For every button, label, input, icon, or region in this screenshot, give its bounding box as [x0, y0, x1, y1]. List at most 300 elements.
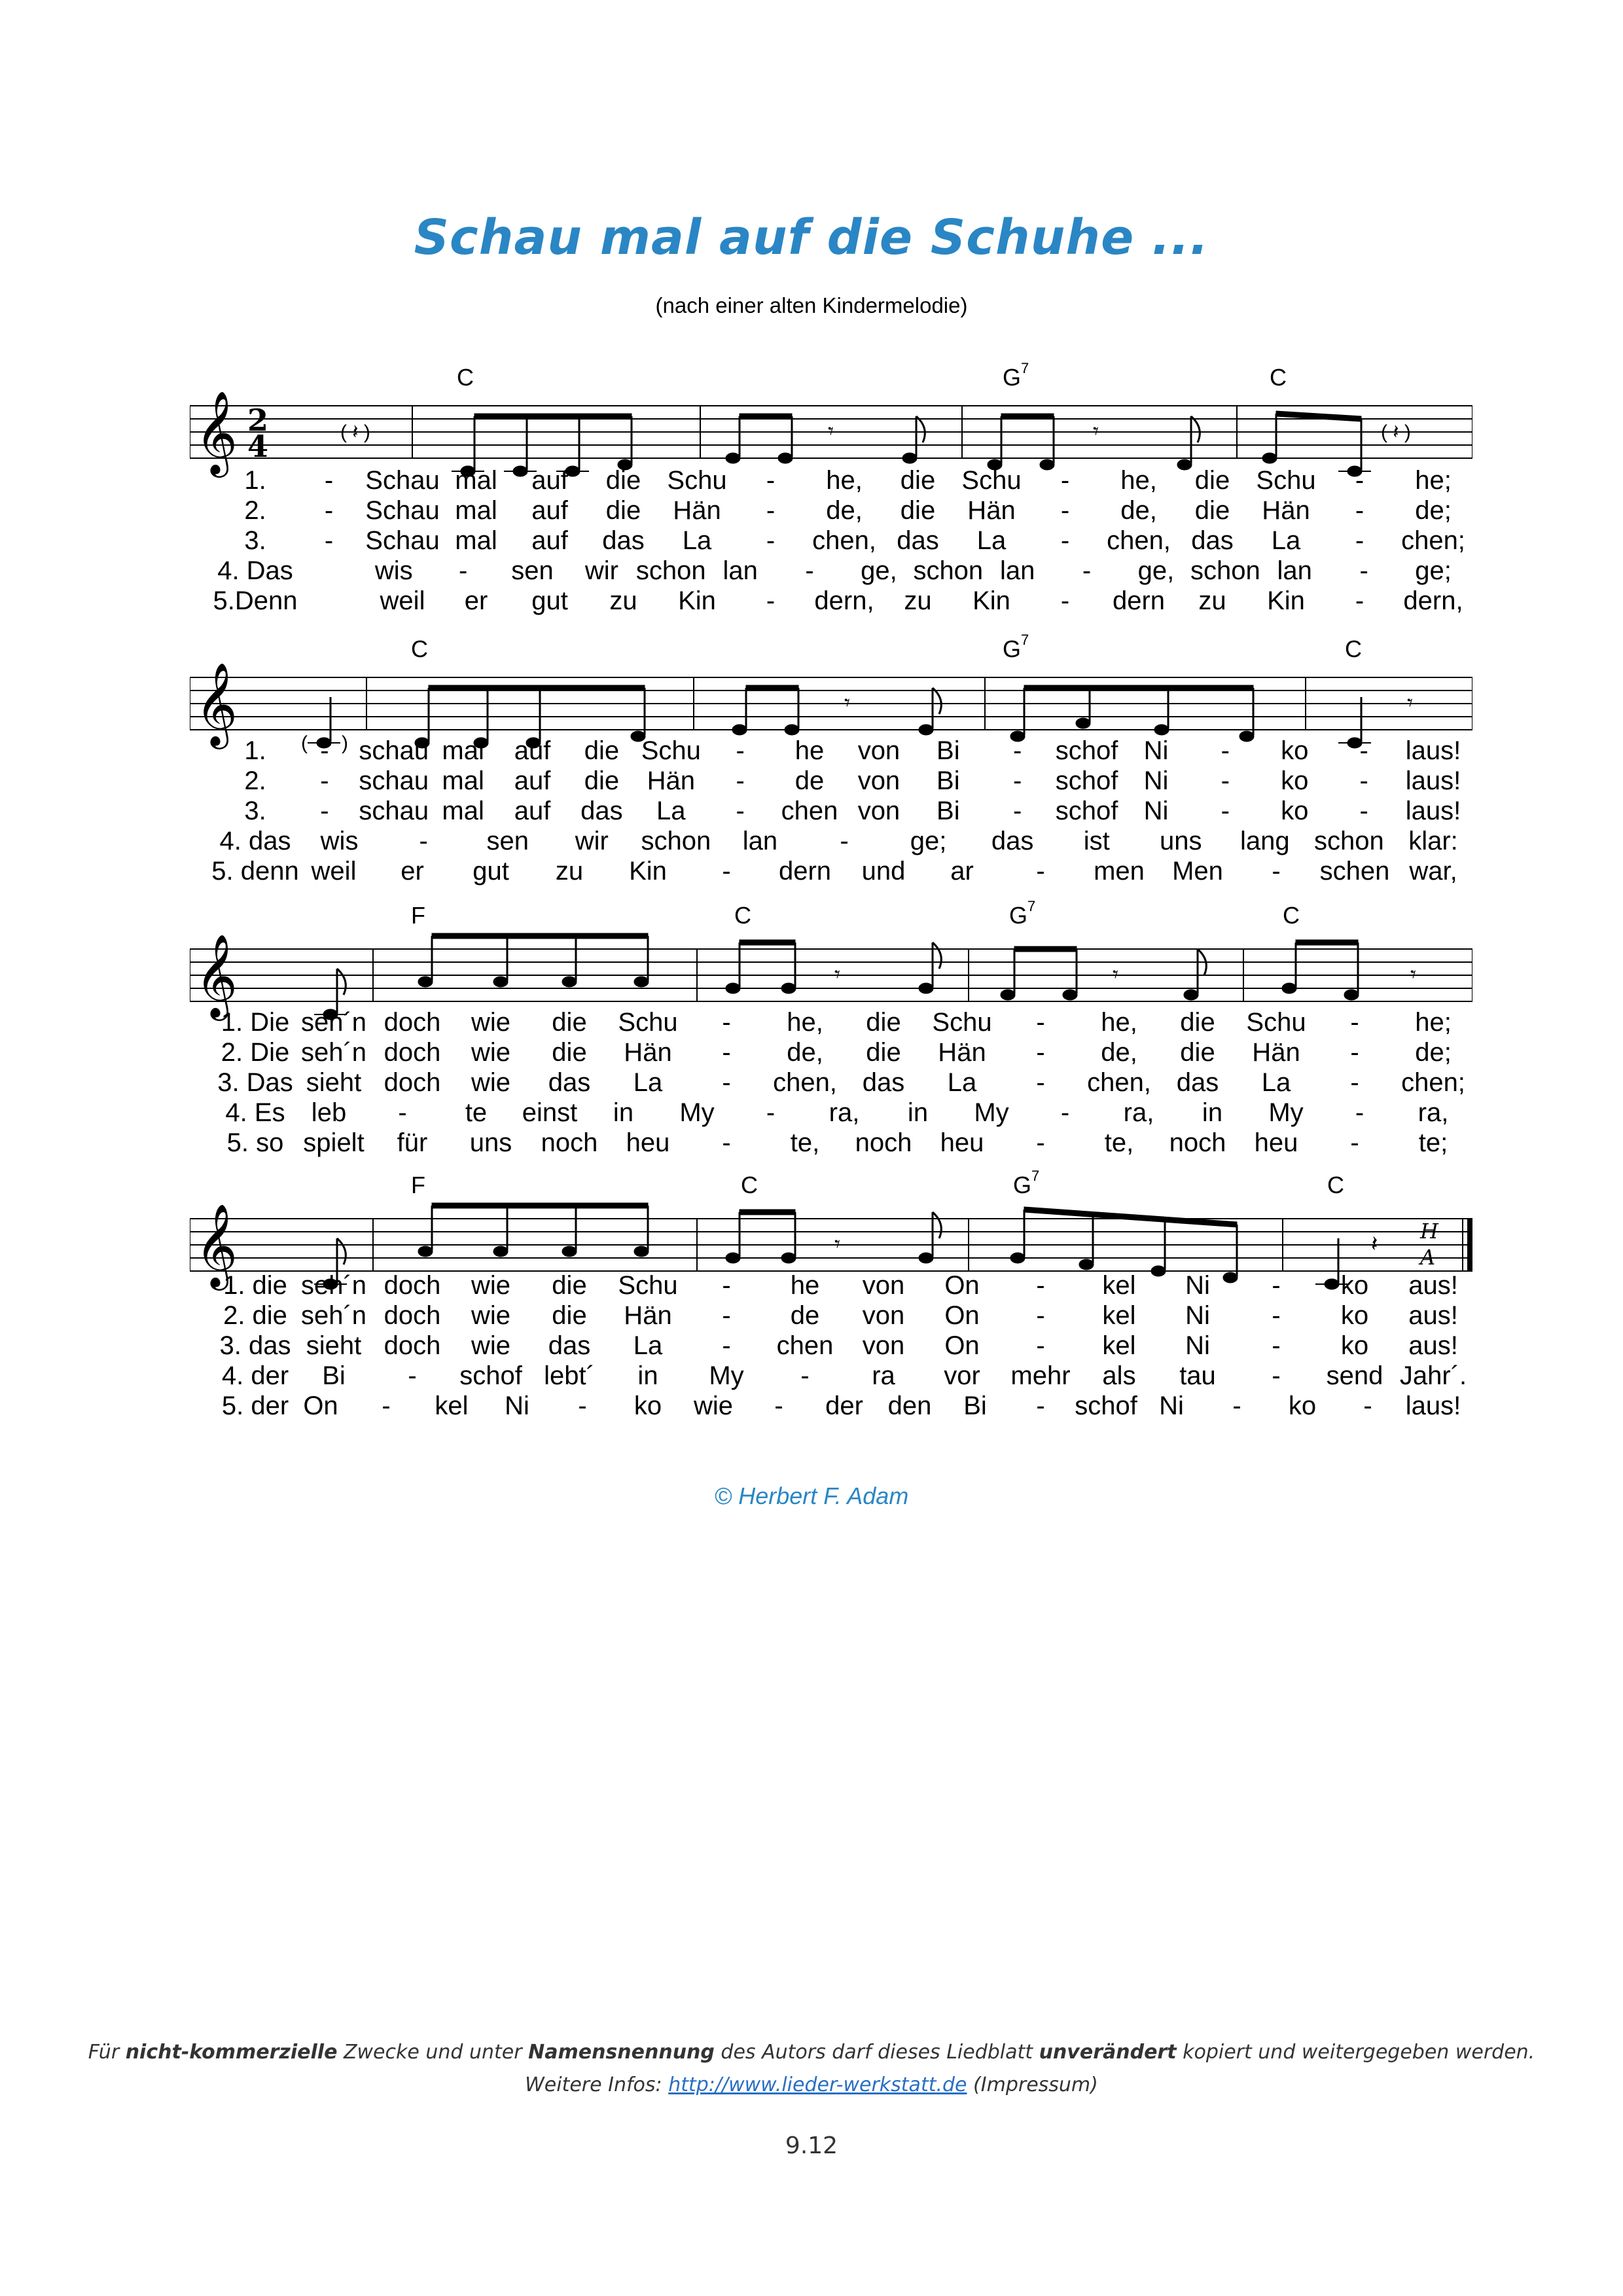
lyric-syllable: dern, — [814, 586, 874, 615]
lyric-syllable: chen, — [1087, 1068, 1151, 1097]
lyric-syllable: seh´n — [300, 1038, 367, 1067]
lyric-syllable: seh´n — [300, 1008, 367, 1037]
lyric-syllable: - — [774, 1391, 783, 1420]
lyric-syllable: das — [548, 1331, 591, 1360]
lyric-syllable: aus! — [1408, 1301, 1458, 1330]
lyric-syllable: - — [1036, 857, 1045, 886]
lyric-syllable: die — [552, 1271, 587, 1300]
lyric-syllable: - — [1060, 496, 1070, 525]
lyric-syllable: doch — [383, 1331, 441, 1360]
lyric-syllable: 2. — [244, 496, 266, 525]
lyric-syllable: war, — [1409, 857, 1457, 886]
lyric-syllable: ko — [1281, 797, 1309, 825]
lyric-syllable: de — [790, 1301, 820, 1330]
lyric-syllable: die — [1194, 496, 1230, 525]
lyric-syllable: On — [944, 1271, 980, 1300]
lyric-syllable: 2. Die — [221, 1038, 290, 1067]
license-text-part: Für — [88, 2041, 126, 2064]
lyric-syllable: de, — [1120, 496, 1157, 525]
lyric-syllable: wie — [693, 1391, 734, 1420]
lyric-syllable: he — [790, 1271, 820, 1300]
lyric-syllable: he — [794, 736, 825, 765]
verse-line — [190, 526, 1472, 556]
lyric-syllable: te, — [790, 1128, 820, 1157]
lyric-syllable: schof — [1055, 736, 1118, 765]
quarter-rest-icon: 𝄽 — [1371, 1232, 1378, 1257]
lyric-syllable: kel — [1102, 1331, 1136, 1360]
lyric-syllable: - — [1013, 736, 1022, 765]
lyric-syllable: dern — [778, 857, 832, 886]
lyric-syllable: lan — [722, 556, 758, 585]
lyric-syllable: ist — [1083, 827, 1110, 855]
lyric-syllable: 3. das — [219, 1331, 291, 1360]
lyric-syllable: die — [605, 496, 641, 525]
lyrics-system-1 — [190, 466, 1472, 623]
lyric-syllable: schon — [635, 556, 706, 585]
lyric-syllable: von — [857, 736, 901, 765]
verse-line — [190, 766, 1472, 797]
license-text-part: des Autors darf dieses Liedblatt — [714, 2041, 1039, 2064]
lyric-syllable: mal — [455, 526, 497, 555]
lyric-syllable: - — [320, 766, 329, 795]
lyric-syllable: wie — [471, 1301, 511, 1330]
lyric-syllable: doch — [383, 1301, 441, 1330]
lyric-syllable: mal — [442, 766, 484, 795]
staff-system-4 — [190, 1166, 1472, 1428]
svg-text:( 𝄽 ): ( 𝄽 ) — [1381, 422, 1411, 443]
lyric-syllable: mehr — [1010, 1361, 1071, 1390]
lyric-syllable: das — [1176, 1068, 1219, 1097]
lyric-syllable: einst — [522, 1098, 578, 1127]
lyric-syllable: den — [887, 1391, 932, 1420]
lyric-syllable: spielt — [303, 1128, 365, 1157]
lyric-syllable: uns — [1160, 827, 1202, 855]
lyric-syllable: he, — [826, 466, 863, 495]
lyric-syllable: - — [1036, 1301, 1045, 1330]
staff-system-1 — [190, 353, 1472, 615]
svg-text:𝄾: 𝄾 — [1113, 962, 1119, 987]
lyric-syllable: - — [1272, 1301, 1281, 1330]
lyric-syllable: - — [578, 1391, 587, 1420]
lyric-syllable: 1. Die — [221, 1008, 290, 1037]
lyric-syllable: - — [1355, 526, 1364, 555]
verse-line — [190, 586, 1472, 617]
svg-text:𝄾: 𝄾 — [834, 962, 841, 987]
website-link[interactable]: http://www.lieder-werkstatt.de — [668, 2073, 967, 2096]
lyric-syllable: 5. der — [221, 1391, 289, 1420]
chord-symbol: F — [411, 902, 425, 929]
lyric-syllable: ko — [1281, 736, 1309, 765]
lyric-syllable: My — [1268, 1098, 1304, 1127]
lyric-syllable: die — [605, 466, 641, 495]
lyric-syllable: My — [679, 1098, 715, 1127]
lyric-syllable: wie — [471, 1068, 511, 1097]
lyric-syllable: von — [857, 766, 901, 795]
lyric-syllable: he; — [1415, 1008, 1452, 1037]
lyric-syllable: Ni — [505, 1391, 529, 1420]
song-subtitle: (nach einer alten Kindermelodie) — [655, 293, 968, 317]
lyric-syllable: 5. so — [226, 1128, 284, 1157]
lyric-syllable: Schu — [1256, 466, 1316, 495]
lyric-syllable: der — [825, 1391, 863, 1420]
svg-text:𝄾: 𝄾 — [1093, 419, 1099, 444]
lyric-syllable: in — [907, 1098, 929, 1127]
lyric-syllable: wie — [471, 1038, 511, 1067]
lyric-syllable: La — [682, 526, 712, 555]
lyric-syllable: wir — [575, 827, 609, 855]
lyric-syllable: Hän — [624, 1038, 672, 1067]
lyric-syllable: - — [1221, 766, 1230, 795]
lyric-syllable: 5. denn — [211, 857, 299, 886]
time-signature-bottom: 4 — [247, 429, 269, 464]
lyrics-system-4 — [190, 1271, 1472, 1428]
verse-line — [190, 736, 1472, 766]
optional-rest-icon: ( 𝄽 ) — [340, 422, 370, 443]
lyric-syllable: de, — [826, 496, 863, 525]
lyric-syllable: schen — [1319, 857, 1390, 886]
lyric-syllable: - — [320, 736, 329, 765]
lyric-syllable: heu — [626, 1128, 670, 1157]
lyric-syllable: Hän — [1262, 496, 1310, 525]
lyric-syllable: für — [397, 1128, 428, 1157]
lyric-syllable: die — [552, 1008, 587, 1037]
notes-measure-2 — [726, 414, 925, 463]
lyric-syllable: - — [766, 1098, 776, 1127]
lyric-syllable: in — [1202, 1098, 1223, 1127]
chord-symbol: C — [1345, 636, 1362, 662]
lyric-syllable: - — [1359, 556, 1368, 585]
notes-system-3 — [314, 933, 1416, 1020]
lyric-syllable: - — [1355, 466, 1364, 495]
lyric-syllable: ko — [1340, 1331, 1369, 1360]
lyric-syllable: - — [1036, 1038, 1045, 1067]
lyric-syllable: - — [419, 827, 428, 855]
lyric-syllable: Schau — [365, 526, 440, 555]
lyric-syllable: - — [1359, 797, 1368, 825]
chord-symbol: C — [734, 902, 751, 929]
lyric-syllable: Bi — [936, 736, 960, 765]
lyric-syllable: sen — [486, 827, 529, 855]
lyric-syllable: send — [1326, 1361, 1383, 1390]
lyric-syllable: On — [944, 1331, 980, 1360]
lyric-syllable: schof — [1075, 1391, 1137, 1420]
page-number: 9.12 — [785, 2132, 838, 2159]
lyric-syllable: die — [866, 1008, 901, 1037]
lyric-syllable: uns — [469, 1128, 512, 1157]
lyric-syllable: Ni — [1185, 1301, 1210, 1330]
lyric-syllable: wie — [471, 1331, 511, 1360]
lyric-syllable: schon — [1190, 556, 1260, 585]
lyric-syllable: ko — [1281, 766, 1309, 795]
lyric-syllable: in — [613, 1098, 634, 1127]
lyric-syllable: - — [1036, 1391, 1045, 1420]
lyric-syllable: - — [1060, 526, 1070, 555]
copyright-notice: © Herbert F. Adam — [714, 1482, 909, 1509]
lyric-syllable: La — [976, 526, 1007, 555]
fermata-mark-top: H — [1420, 1219, 1438, 1244]
lyric-syllable: La — [947, 1068, 977, 1097]
lyric-syllable: ge, — [1137, 556, 1175, 585]
lyric-syllable: sieht — [306, 1068, 362, 1097]
svg-text:𝄾: 𝄾 — [834, 1232, 841, 1257]
lyric-syllable: te, — [1104, 1128, 1134, 1157]
lyric-syllable: Ni — [1143, 766, 1169, 795]
lyric-syllable: er — [464, 586, 488, 615]
lyric-syllable: La — [633, 1331, 663, 1360]
lyric-syllable: 4. Das — [217, 556, 293, 585]
lyric-syllable: Kin — [629, 857, 667, 886]
lyric-syllable: - — [1060, 466, 1070, 495]
license-text-part: unverändert — [1039, 2041, 1177, 2064]
lyric-syllable: schon — [641, 827, 711, 855]
lyric-syllable: - — [1036, 1008, 1045, 1037]
lyric-syllable: Schu — [618, 1008, 678, 1037]
lyric-syllable: die — [584, 736, 620, 765]
lyric-syllable: - — [408, 1361, 417, 1390]
lyric-syllable: von — [862, 1271, 905, 1300]
lyric-syllable: La — [633, 1068, 663, 1097]
lyric-syllable: - — [722, 1008, 731, 1037]
lyric-syllable: - — [1036, 1271, 1045, 1300]
lyric-syllable: Schu — [932, 1008, 992, 1037]
lyric-syllable: schon — [913, 556, 984, 585]
lyric-syllable: - — [1232, 1391, 1241, 1420]
lyric-syllable: auf — [514, 766, 551, 795]
lyric-syllable: in — [637, 1361, 658, 1390]
chord-symbol: C — [1327, 1172, 1344, 1198]
verse-line — [190, 1128, 1472, 1158]
lyric-syllable: schon — [1314, 827, 1384, 855]
lyric-syllable: Men — [1172, 857, 1223, 886]
lyric-syllable: de, — [1101, 1038, 1137, 1067]
lyric-syllable: Schu — [667, 466, 727, 495]
lyric-syllable: - — [1272, 857, 1281, 886]
lyric-syllable: Schu — [618, 1271, 678, 1300]
lyric-syllable: vor — [944, 1361, 980, 1390]
lyric-syllable: mal — [455, 466, 497, 495]
treble-clef-icon: 𝄞 — [195, 390, 238, 474]
svg-text:𝄾: 𝄾 — [844, 691, 851, 715]
lyric-syllable: - — [722, 1301, 731, 1330]
lyric-syllable: - — [1355, 1098, 1364, 1127]
lyric-syllable: auf — [514, 797, 551, 825]
svg-text:𝄾: 𝄾 — [1407, 691, 1414, 715]
lyric-syllable: zu — [1198, 586, 1226, 615]
lyric-syllable: 3. — [244, 797, 266, 825]
lyric-syllable: Ni — [1143, 736, 1169, 765]
lyric-syllable: laus! — [1405, 1391, 1461, 1420]
lyrics-system-2 — [190, 736, 1472, 893]
lyric-syllable: noch — [855, 1128, 912, 1157]
license-text-part: Zwecke und unter — [337, 2041, 529, 2064]
verse-line — [190, 1098, 1472, 1128]
lyric-syllable: aus! — [1408, 1271, 1458, 1300]
license-text-part: nicht-kommerzielle — [125, 2041, 338, 2064]
lyric-syllable: lebt´ — [544, 1361, 595, 1390]
lyric-syllable: von — [857, 797, 901, 825]
lyric-syllable: - — [1350, 1008, 1359, 1037]
lyric-syllable: laus! — [1405, 766, 1461, 795]
lyric-syllable: Bi — [322, 1361, 346, 1390]
lyric-syllable: und — [861, 857, 906, 886]
lyric-syllable: sieht — [306, 1331, 362, 1360]
lyric-syllable: lan — [1277, 556, 1312, 585]
lyric-syllable: die — [900, 466, 936, 495]
lyric-syllable: - — [1272, 1271, 1281, 1300]
lyric-syllable: dern — [1112, 586, 1166, 615]
lyric-syllable: - — [382, 1391, 391, 1420]
lyric-syllable: he, — [1120, 466, 1157, 495]
lyric-syllable: - — [1221, 736, 1230, 765]
lyric-syllable: Ni — [1159, 1391, 1184, 1420]
lyric-syllable: seh´n — [300, 1301, 367, 1330]
lyric-syllable: - — [840, 827, 849, 855]
lyric-syllable: On — [944, 1301, 980, 1330]
lyric-syllable: Kin — [972, 586, 1010, 615]
lyric-syllable: die — [1194, 466, 1230, 495]
lyric-syllable: - — [1363, 1391, 1372, 1420]
verse-line — [190, 797, 1472, 827]
lyric-syllable: ko — [1288, 1391, 1317, 1420]
lyric-syllable: de — [794, 766, 825, 795]
lyric-syllable: ko — [1340, 1301, 1369, 1330]
lyric-syllable: doch — [383, 1038, 441, 1067]
lyric-syllable: On — [303, 1391, 338, 1420]
lyric-syllable: mal — [455, 496, 497, 525]
verse-line — [190, 556, 1472, 586]
song-title: Schau mal auf die Schuhe ... — [414, 209, 1209, 266]
notes-measure-3 — [988, 414, 1200, 470]
lyric-syllable: auf — [531, 496, 568, 525]
verse-line — [190, 1271, 1472, 1301]
lyric-syllable: de; — [1415, 496, 1452, 525]
lyric-syllable: - — [722, 1128, 731, 1157]
lyric-syllable: - — [766, 586, 776, 615]
lyric-syllable: heu — [940, 1128, 984, 1157]
lyric-syllable: ar — [950, 857, 974, 886]
lyric-syllable: - — [722, 1068, 731, 1097]
chord-symbol: C — [1270, 364, 1287, 391]
lyric-syllable: 1. — [244, 736, 266, 765]
lyric-syllable: doch — [383, 1068, 441, 1097]
lyric-syllable: sen — [511, 556, 554, 585]
lyric-syllable: mal — [442, 736, 484, 765]
lyric-syllable: die — [1180, 1008, 1215, 1037]
lyric-syllable: gut — [473, 857, 509, 886]
lyric-syllable: chen, — [1107, 526, 1171, 555]
lyric-syllable: die — [584, 766, 620, 795]
lyric-syllable: - — [1355, 586, 1364, 615]
lyric-syllable: Hän — [647, 766, 695, 795]
lyric-syllable: - — [722, 1331, 731, 1360]
staff-system-3 — [190, 897, 1472, 1158]
chord-symbol: C — [411, 636, 428, 662]
lyric-syllable: Ni — [1185, 1271, 1210, 1300]
svg-text:(: ( — [301, 732, 308, 754]
lyric-syllable: 4. der — [221, 1361, 289, 1390]
verse-line — [190, 857, 1472, 887]
treble-clef-icon: 𝄞 — [195, 1203, 238, 1287]
lyric-syllable: Schau — [365, 466, 440, 495]
lyric-syllable: 2. die — [223, 1301, 287, 1330]
lyric-syllable: - — [766, 496, 776, 525]
lyric-syllable: Jahr´. — [1399, 1361, 1467, 1390]
lyric-syllable: 1. — [244, 466, 266, 495]
lyric-syllable: Hän — [1252, 1038, 1300, 1067]
lyric-syllable: er — [401, 857, 424, 886]
lyric-syllable: - — [1350, 1038, 1359, 1067]
lyric-syllable: Bi — [963, 1391, 987, 1420]
lyric-syllable: tau — [1179, 1361, 1216, 1390]
lyric-syllable: La — [1271, 526, 1301, 555]
lyric-syllable: schof — [459, 1361, 522, 1390]
lyric-syllable: chen; — [1401, 526, 1465, 555]
lyric-syllable: My — [974, 1098, 1009, 1127]
lyric-syllable: schof — [1055, 797, 1118, 825]
lyric-syllable: de; — [1415, 1038, 1452, 1067]
lyric-syllable: - — [1013, 797, 1022, 825]
lyric-syllable: wis — [374, 556, 413, 585]
lyric-syllable: - — [766, 526, 776, 555]
lyric-syllable: - — [1359, 736, 1368, 765]
lyric-syllable: - — [1036, 1128, 1045, 1157]
lyric-syllable: he, — [787, 1008, 823, 1037]
chord-symbol: $G^7$ — [1003, 632, 1029, 662]
chord-symbol: $G^7$ — [1009, 898, 1036, 929]
lyric-syllable: schau — [359, 736, 429, 765]
svg-text:𝄾: 𝄾 — [828, 419, 834, 444]
lyric-syllable: 2. — [244, 766, 266, 795]
lyric-syllable: men — [1094, 857, 1145, 886]
lyric-syllable: Bi — [936, 766, 960, 795]
chord-symbol: F — [411, 1172, 425, 1198]
lyric-syllable: seh´n — [300, 1271, 367, 1300]
verse-line — [190, 827, 1472, 857]
lyric-syllable: Schu — [961, 466, 1022, 495]
lyric-syllable: die — [900, 496, 936, 525]
lyric-syllable: - — [805, 556, 814, 585]
lyric-syllable: kel — [435, 1391, 469, 1420]
lyric-syllable: ra — [872, 1361, 895, 1390]
lyric-syllable: ra, — [1123, 1098, 1154, 1127]
lyric-syllable: das — [991, 827, 1034, 855]
lyric-syllable: ra, — [1418, 1098, 1449, 1127]
chord-symbol: C — [1283, 902, 1300, 929]
lyric-syllable: Ni — [1143, 797, 1169, 825]
lyric-syllable: 5.Denn — [213, 586, 298, 615]
lyric-syllable: - — [1272, 1361, 1281, 1390]
lyric-syllable: Hän — [673, 496, 721, 525]
lyric-syllable: Ni — [1185, 1331, 1210, 1360]
chord-symbol: C — [741, 1172, 758, 1198]
staff-system-2 — [190, 625, 1472, 887]
svg-text:): ) — [342, 732, 348, 754]
lyric-syllable: La — [656, 797, 686, 825]
lyric-syllable: he; — [1415, 466, 1452, 495]
lyric-syllable: 3. Das — [217, 1068, 293, 1097]
treble-clef-icon: 𝄞 — [195, 662, 238, 745]
lyric-syllable: kel — [1102, 1301, 1136, 1330]
lyric-syllable: chen — [776, 1331, 834, 1360]
lyric-syllable: - — [1036, 1331, 1045, 1360]
lyric-syllable: - — [324, 526, 334, 555]
lyric-syllable: die — [866, 1038, 901, 1067]
lyric-syllable: - — [398, 1098, 407, 1127]
lyric-syllable: wis — [320, 827, 359, 855]
lyric-syllable: - — [736, 766, 745, 795]
lyric-syllable: zu — [555, 857, 584, 886]
lyric-syllable: wie — [471, 1271, 511, 1300]
